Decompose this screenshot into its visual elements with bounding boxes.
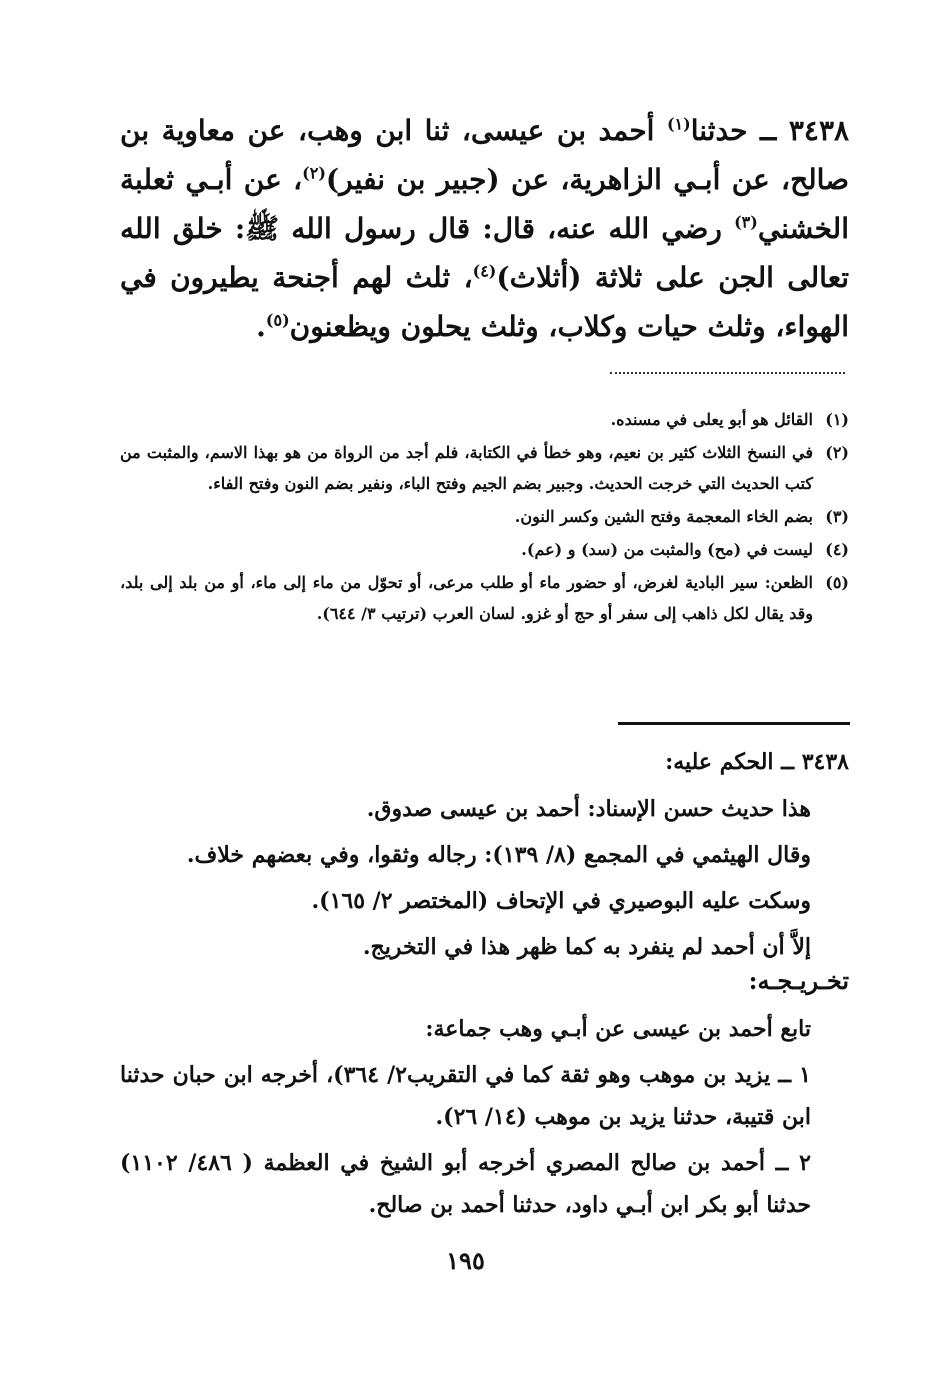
takhrij-heading: تخـريـجـه: <box>748 966 849 995</box>
hadith-number: ٣٤٣٨ <box>788 114 850 147</box>
hadith-paragraph: ٣٤٣٨ ــ حدثنا$^{(١)}$ أحمد بن عيسى، ثنا ابن وهب، عن معاوية بن صالح، عن أبـي الزاهرية، عن (جبير بن نفير)$^{(٢)}$، عن أبـي ثعلبة الخشني$^{(٣)}$ رضي الله عنه، قال: قال رسول الله ﷺ: خلق الله تعالى الجن على ثلاثة (أثلاث)$^{(٤)}$، ثلث لهم أجنحة يطيرون في الهواء، وثلث حيات وكلاب، وثلث يحلون ويظعنون$^{(٥)}$. <box>120 114 850 343</box>
footnote-number: (٤) <box>825 540 849 559</box>
hadith-segment: ، عن أبـي ثعلبة الخشني <box>120 163 849 245</box>
footnote <box>120 501 849 532</box>
ruling-heading: ٣٤٣٨ ــ الحكم عليه: <box>665 749 849 775</box>
footnote-number: (٥) <box>825 573 849 592</box>
footnote-ref-2: (٢) <box>302 163 326 183</box>
hadith-segment: . <box>256 310 266 343</box>
ruling-line: وسكت عليه البوصيري في الإتحاف (المختصر ٢/ ١٦٥). <box>311 888 811 914</box>
ruling-text <box>120 786 849 970</box>
section-divider <box>618 722 850 725</box>
takhrij-text <box>120 1008 849 1230</box>
footnote-number: (١) <box>825 410 849 429</box>
takhrij-item: ١ ــ يزيد بن موهب وهو ثقة كما في التقريب٢/ ٣٦٤)، أخرجه ابن حبان حدثنا ابن قتيبة، حدثنا يزيد بن موهب (١٤/ ٢٦). <box>120 1062 811 1130</box>
footnote-separator <box>610 372 845 374</box>
footnote-number: (٢) <box>825 443 849 462</box>
hadith-segment: رضي الله عنه، قال: قال رسول الله ﷺ: خلق الله تعالى الجن على ثلاثة (أثلاث) <box>120 212 849 294</box>
ruling-line: وقال الهيثمي في المجمع (٨/ ١٣٩): رجاله وثقوا، وفي بعضهم خلاف. <box>186 842 811 868</box>
footnote-ref-3: (٣) <box>734 212 758 232</box>
footnote-text: بضم الخاء المعجمة وفتح الشين وكسر النون. <box>514 507 813 526</box>
footnote <box>120 404 849 435</box>
hadith-segment: ، ثلث لهم أجنحة يطيرون في الهواء، وثلث حيات وكلاب، وثلث يحلون ويظعنون <box>120 261 849 343</box>
footnote <box>120 567 849 629</box>
footnote <box>120 534 849 565</box>
footnote-ref-5: (٥) <box>265 310 290 330</box>
footnote-text: في النسخ الثلاث كثير بن نعيم، وهو خطأ في الكتابة، فلم أجد من الرواة من هو بهذا الاسم، والمثبت من كتب الحديث التي خرجت الحديث. وجبير بضم الجيم وفتح الباء، ونفير بضم النون وفتح الفاء. <box>120 443 813 493</box>
footnote-ref-4: (٤) <box>472 261 497 281</box>
footnotes <box>120 404 849 631</box>
hadith-text <box>120 106 849 351</box>
footnote-number: (٣) <box>825 507 849 526</box>
ruling-line: هذا حديث حسن الإسناد: أحمد بن عيسى صدوق. <box>366 796 811 822</box>
footnote-text: القائل هو أبو يعلى في مسنده. <box>610 410 813 429</box>
takhrij-item: ٢ ــ أحمد بن صالح المصري أخرجه أبو الشيخ في العظمة ( ٤٨٦/ ١١٠٢) حدثنا أبو بكر ابن أبـي داود، حدثنا أحمد بن صالح. <box>120 1150 811 1218</box>
takhrij-intro: تابع أحمد بن عيسى عن أبـي وهب جماعة: <box>425 1016 811 1042</box>
footnote-ref-1: (١) <box>666 114 691 134</box>
ruling-line: إلاَّ أن أحمد لم ينفرد به كما ظهر هذا في التخريج. <box>362 934 811 960</box>
page-number: ١٩٥ <box>446 1246 485 1275</box>
footnote-text: ليست في (مح) والمثبت من (سد) و (عم). <box>521 540 813 559</box>
hadith-segment: أحمد بن عيسى، ثنا ابن وهب، عن معاوية بن صالح، عن أبـي الزاهرية، عن (جبير بن نفير) <box>120 114 849 196</box>
hadith-segment: حدثنا <box>690 114 748 147</box>
footnote <box>120 437 849 499</box>
footnote-text: الظعن: سير البادية لغرض، أو حضور ماء أو طلب مرعى، أو تحوّل من ماء إلى ماء، أو من بلد إلى بلد، وقد يقال لكل ذاهب إلى سفر أو حج أو غزو. لسان العرب (ترتيب ٣/ ٦٤٤). <box>120 573 813 623</box>
